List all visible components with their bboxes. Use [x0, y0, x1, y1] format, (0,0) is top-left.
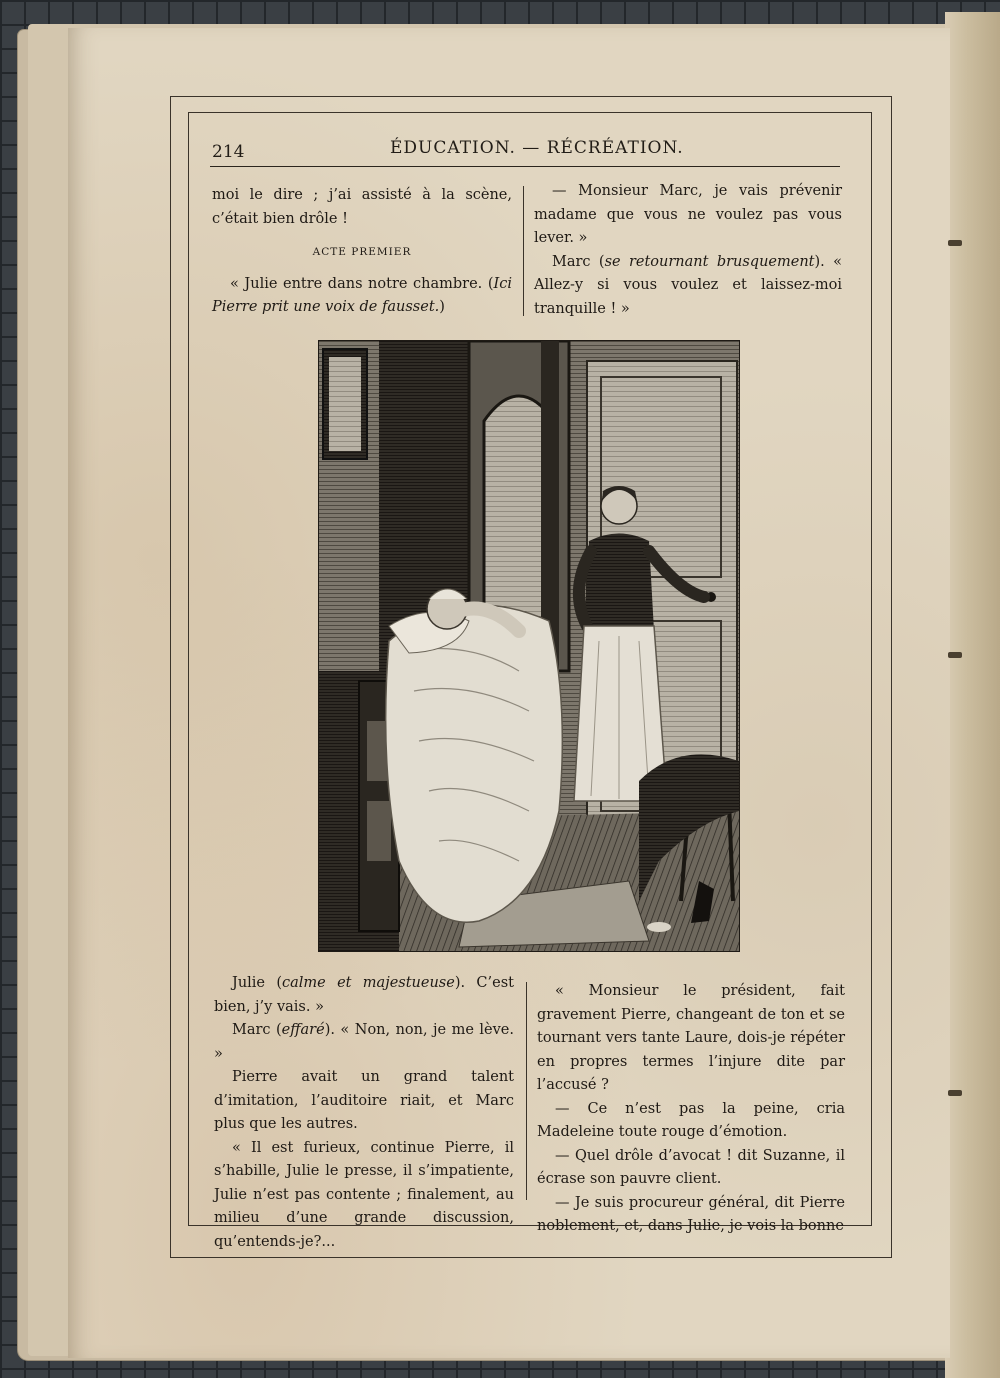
paragraph: — Je suis procureur général, dit Pierre noblement, et, dans Julie, je vois la bonne — [537, 1194, 845, 1234]
page-header — [210, 134, 840, 167]
paragraph: — Quel drôle d’avocat ! dit Suzanne, il écrase son pauvre client. — [537, 1147, 845, 1187]
text-run: Marc ( — [232, 1022, 282, 1038]
paragraph: — Monsieur Marc, je vais prévenir madame que vous ne voulez pas vous lever. » — [534, 183, 842, 246]
text-column-top-right — [534, 180, 842, 321]
bedroom-scene-drawing — [319, 341, 739, 951]
paragraph: — Ce n’est pas la peine, cria Madeleine toute rouge d’émotion. — [537, 1100, 845, 1140]
stage-direction: Ici Pierre prit une voix de fausset. — [212, 275, 512, 315]
paragraph — [214, 1019, 514, 1066]
column-divider — [523, 186, 524, 316]
text-column-bottom-left — [214, 972, 514, 1254]
text-run: ). « Non, non, je me lève. » — [214, 1022, 514, 1062]
stage-direction: calme et majestueuse — [282, 975, 455, 991]
paragraph: « Monsieur le président, fait gravement Pierre, changeant de ton et se tournant vers tante Laure, dois-je répéter en propres termes l’injure dite par l’accusé ? — [537, 983, 845, 1093]
text-run: ). « Allez-y si vous voulez et laissez-moi tranquille ! » — [534, 253, 843, 317]
paragraph: moi le dire ; j’ai assisté à la scène, c’était bien drôle ! — [212, 187, 512, 227]
paragraph — [534, 251, 842, 322]
paragraph — [214, 972, 514, 1019]
paragraph: Pierre avait un grand talent d’imitation, l’auditoire riait, et Marc plus que les autres. — [214, 1069, 514, 1132]
facing-page-edge — [945, 12, 1000, 1378]
stage-direction: effaré — [281, 1022, 325, 1038]
column-divider — [526, 982, 527, 1200]
engraving-illustration — [318, 340, 740, 952]
text-column-top-left — [212, 184, 512, 320]
binding-mark — [948, 1090, 962, 1096]
text-run: ) — [439, 299, 445, 315]
text-run: « Julie entre dans notre chambre. ( — [230, 275, 494, 292]
paragraph — [212, 273, 512, 320]
text-run: Marc ( — [552, 253, 605, 270]
text-run: Julie ( — [232, 975, 282, 991]
page-number: 214 — [212, 142, 245, 162]
paragraph: « Il est furieux, continue Pierre, il s’habille, Julie le presse, il s’impatiente, Julie n’est pas contente ; finalement, au milieu d’une grande discussion, qu’entends-je?... — [214, 1139, 514, 1250]
binding-mark — [948, 240, 962, 246]
binding-mark — [948, 652, 962, 658]
text-column-bottom-right — [537, 980, 845, 1239]
act-heading: ACTE PREMIER — [312, 246, 412, 258]
stage-direction: se retournant brusquement — [604, 253, 815, 270]
running-title: ÉDUCATION. — RÉCRÉATION. — [390, 138, 684, 158]
text-run: ). C’est bien, j’y vais. » — [214, 975, 514, 1015]
